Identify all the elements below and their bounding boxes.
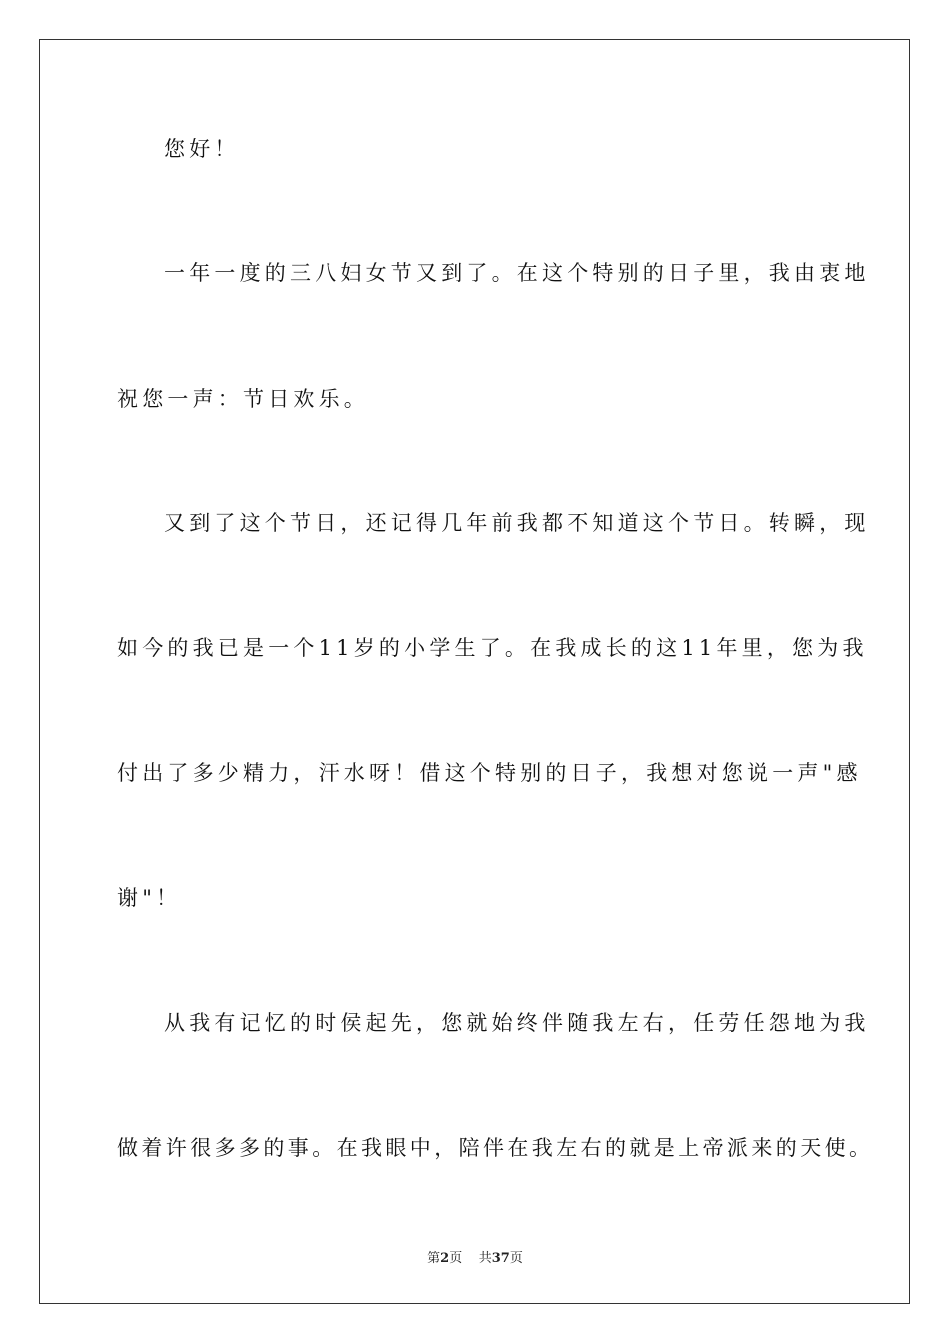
page-number: 2	[440, 1251, 450, 1266]
page-frame	[39, 39, 910, 1304]
greeting-line: 您好！	[164, 137, 240, 161]
total-label-suffix: 页	[509, 1251, 523, 1266]
page-footer	[0, 1247, 950, 1266]
paragraph-1-line-1: 一年一度的三八妇女节又到了。在这个特别的日子里，我由衷地	[164, 261, 870, 285]
page-label-suffix: 页	[449, 1251, 463, 1266]
paragraph-2-line-1: 又到了这个节日，还记得几年前我都不知道这个节日。转瞬，现	[164, 511, 870, 535]
page-label-prefix: 第	[427, 1251, 441, 1266]
total-label-prefix: 共	[478, 1251, 492, 1266]
paragraph-3-line-1: 从我有记忆的时侯起先，您就始终伴随我左右，任劳任怨地为我	[164, 1011, 870, 1035]
paragraph-3-line-2: 做着许很多多的事。在我眼中，陪伴在我左右的就是上帝派来的天使。	[117, 1136, 874, 1160]
total-pages: 37	[491, 1251, 510, 1266]
paragraph-1-line-2: 祝您一声：节日欢乐。	[117, 387, 369, 411]
paragraph-2-line-3: 付出了多少精力，汗水呀！借这个特别的日子，我想对您说一声"感	[117, 761, 862, 785]
paragraph-2-line-4: 谢"！	[117, 886, 182, 910]
paragraph-2-line-2: 如今的我已是一个11岁的小学生了。在我成长的这11年里，您为我	[117, 636, 868, 660]
